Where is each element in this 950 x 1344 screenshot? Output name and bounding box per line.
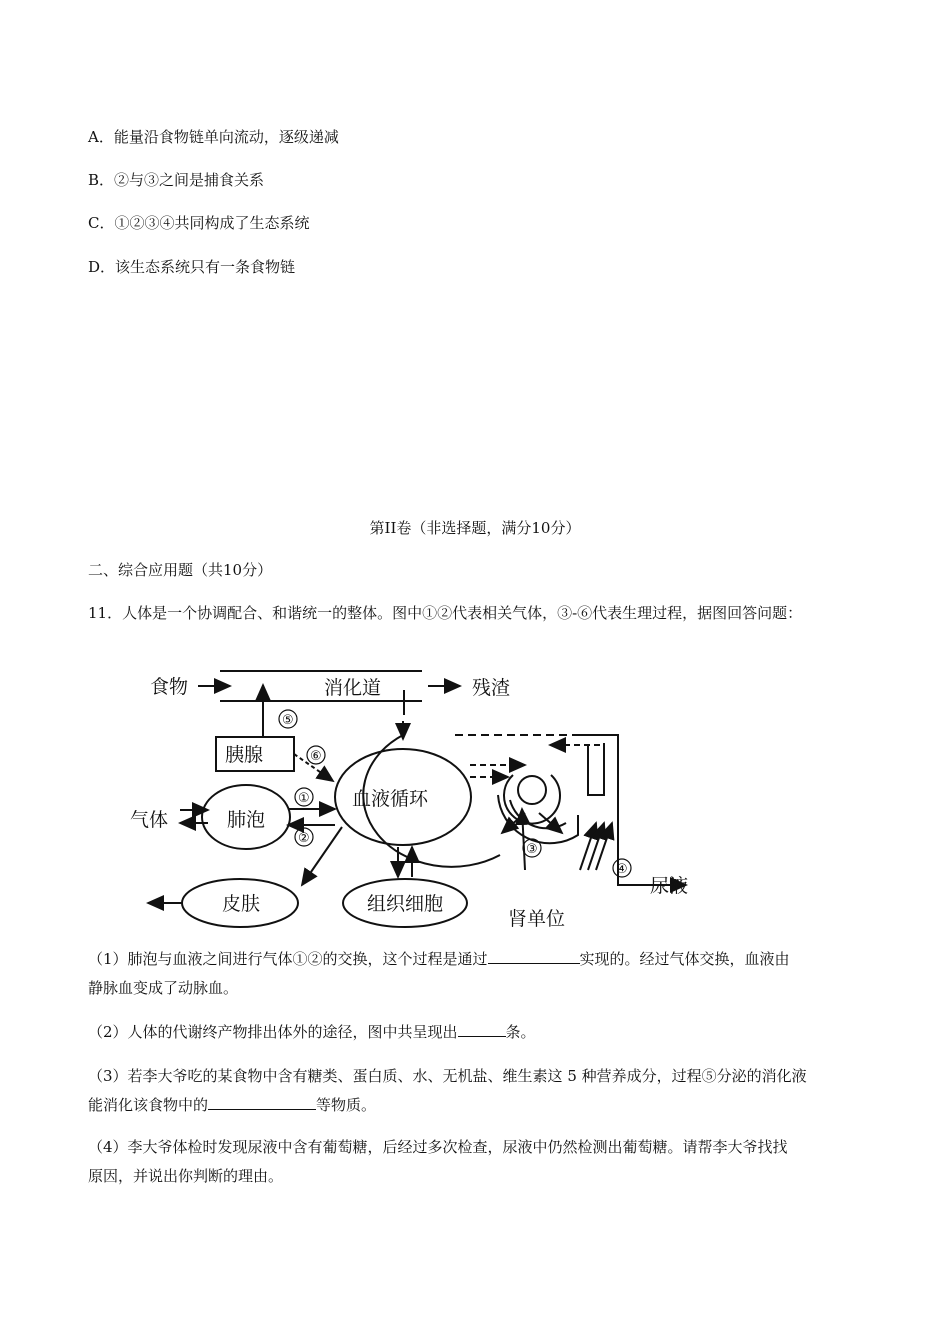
filtration-arrow-up: [522, 809, 525, 870]
reabsorb-arrow-2: [588, 823, 604, 870]
label-pancreas: 胰腺: [225, 744, 264, 766]
answer-blank-1[interactable]: [488, 947, 580, 964]
label-n3: ③: [526, 842, 538, 857]
q4-text-a: （4）李大爷体检时发现尿液中含有葡萄糖，后经过多次检查，尿液中仍然检测出葡萄糖。请帮李大爷找找: [88, 1138, 788, 1156]
q1-text-c: 静脉血变成了动脉血。: [88, 979, 239, 997]
q3-text-c: 等物质。: [316, 1096, 377, 1114]
label-food: 食物: [150, 676, 189, 698]
label-blood-circulation: 血液循环: [352, 788, 429, 810]
label-n4: ④: [616, 862, 628, 877]
subquestion-1: [88, 945, 868, 1003]
reabsorb-arrow-1: [580, 823, 596, 870]
q3-text-a: （3）若李大爷吃的某食物中含有糖类、蛋白质、水、无机盐、维生素这 5 种营养成分，过程⑤分泌的消化液: [88, 1067, 807, 1085]
physiology-diagram: [130, 655, 710, 940]
reabsorb-arrow-3: [596, 823, 612, 870]
subquestion-4: [88, 1133, 868, 1191]
q3-text-b: 能消化该食物中的: [88, 1096, 209, 1114]
label-digestive-tract: 消化道: [324, 677, 382, 699]
q4-text-b: 原因，并说出你判断的理由。: [88, 1167, 284, 1185]
label-n1: ①: [298, 791, 310, 806]
q1-text-a: （1）肺泡与血液之间进行气体①②的交换，这个过程是通过: [88, 950, 488, 968]
q1-text-b: 实现的。经过气体交换，血液由: [579, 950, 790, 968]
label-tissue-cells: 组织细胞: [367, 893, 444, 915]
answer-blank-2[interactable]: [458, 1020, 506, 1037]
q2-text-b: 条。: [505, 1023, 536, 1041]
nephron-duct-inner: [588, 743, 604, 795]
label-n6: ⑥: [310, 749, 322, 764]
subquestion-2: [88, 1018, 868, 1047]
option-c: C．①②③④共同构成了生态系统: [88, 214, 310, 232]
question-stem: 11．人体是一个协调配合、和谐统一的整体。图中①②代表相关气体，③-⑥代表生理过程，据图回答问题：: [88, 604, 803, 622]
label-alveoli: 肺泡: [227, 809, 266, 831]
option-d: D．该生态系统只有一条食物链: [88, 258, 296, 276]
label-n2: ②: [298, 831, 310, 846]
label-urine: 尿液: [650, 875, 689, 897]
label-gas: 气体: [130, 809, 169, 831]
option-a: A．能量沿食物链单向流动，逐级递减: [88, 128, 339, 146]
label-skin: 皮肤: [222, 893, 261, 915]
bowman-capsule: [504, 775, 560, 824]
answer-blank-3[interactable]: [208, 1093, 316, 1110]
tubule-loop-inner: [510, 800, 566, 828]
subquestion-3: [88, 1062, 868, 1120]
section-title: 第II卷（非选择题，满分10分）: [369, 519, 581, 537]
section-heading: 二、综合应用题（共10分）: [88, 561, 273, 579]
label-n5: ⑤: [282, 713, 294, 728]
glomerulus: [518, 776, 546, 804]
label-residue: 残渣: [472, 677, 511, 699]
label-nephron: 肾单位: [508, 908, 566, 930]
option-b: B．②与③之间是捕食关系: [88, 171, 265, 189]
q2-text-a: （2）人体的代谢终产物排出体外的途径，图中共呈现出: [88, 1023, 458, 1041]
